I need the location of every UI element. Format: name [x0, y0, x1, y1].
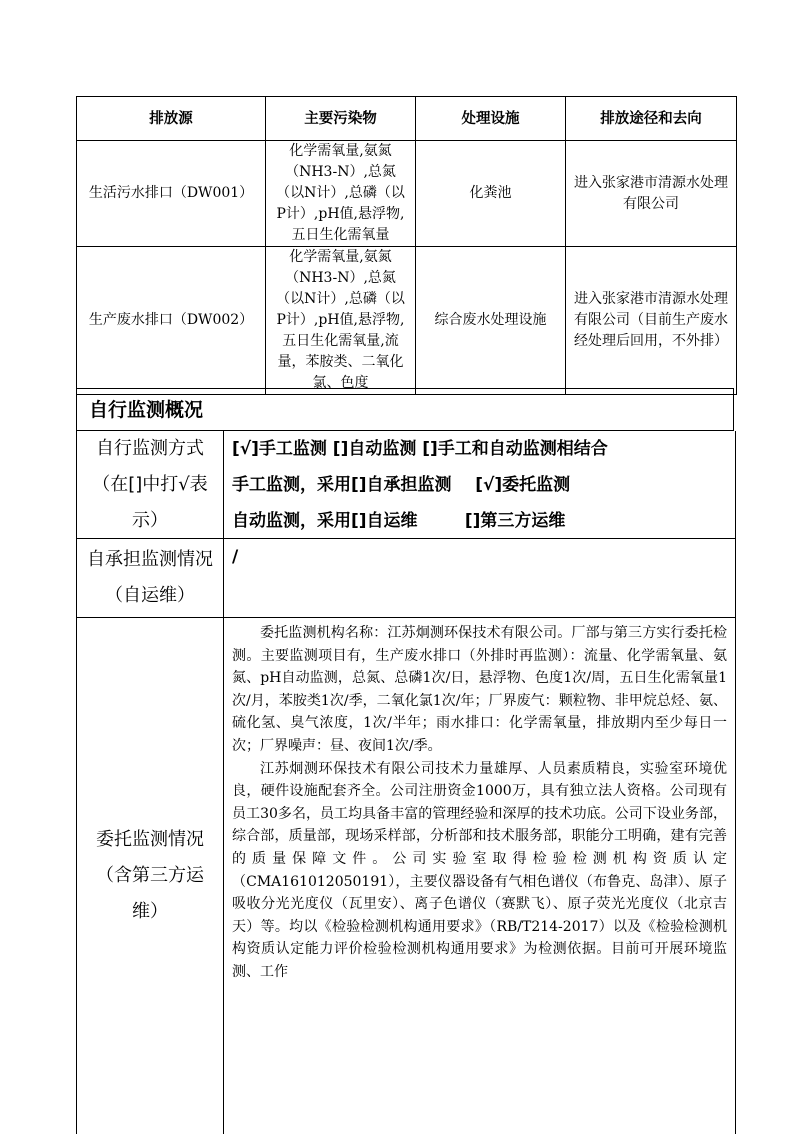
self-undertaken-row: [76, 539, 736, 618]
cell-destination: 进入张家港市清源水处理有限公司: [566, 141, 737, 247]
label-line: （在[]中打√表: [92, 473, 208, 495]
label-line: 自行监测方式: [95, 437, 204, 459]
entrusted-paragraph: 委托监测机构名称：江苏炯测环保技术有限公司。厂部与第三方实行委托检测。主要监测项目有，生产废水排口（外排时再监测）：流量、化学需氧量、氨氮、pH自动监测，总氮、总磷1次/日，悬浮物、色度1次/周，五日生化需氧量1次/月，苯胺类1次/季，二氧化氯1次/年；厂界废气：颗粒物、非甲烷总烃、氨、硫化氢、臭气浓度，1次/半年；雨水排口：化学需氧量，排放期内至少每日一次；厂界噪声：昼、夜间1次/季。: [232, 625, 727, 754]
cell-pollutants: 化学需氧量,氨氮（NH3-N）,总氮（以N计）,总磷（以P计）,pH值,悬浮物,五日生化需氧量: [266, 141, 416, 247]
entrusted-row: [76, 618, 736, 1134]
discharge-table: [76, 96, 737, 395]
entrusted-paragraph: 江苏炯测环保技术有限公司技术力量雄厚、人员素质精良，实验室环境优良，硬件设施配套齐全。公司注册资金1000万，具有独立法人资格。公司现有员工30多名，员工均具备丰富的管理经验和深厚的技术功底。公司下设业务部，综合部，质量部，现场采样部，分析部和技术服务部，职能分工明确，建有完善的质量保障文件。公司实验室取得检验检测机构资质认定（CMA161012050191），主要仪器设备有气相色谱仪（布鲁克、岛津）、原子吸收分光光度仪（瓦里安）、离子色谱仪（赛默飞）、原子荧光光度仪（北京吉天）等。均以《检验检测机构通用要求》（RB/T214-2017）以及《检验检测机构资质认定能力评价检验检测机构通用要求》为检测依据。目前可开展环境监测、工作: [232, 760, 727, 980]
header-facility: 处理设施: [416, 97, 566, 141]
self-undertaken-value: [224, 539, 735, 617]
label-line: 维）: [132, 901, 168, 922]
header-source: 排放源: [77, 97, 266, 141]
entrusted-label: [77, 618, 224, 1134]
cell-source: 生产废水排口（DW002）: [77, 247, 266, 395]
method-line-manual-auto: [√]手工监测 []自动监测 []手工和自动监测相结合: [232, 439, 608, 459]
header-pollutants: 主要污染物: [266, 97, 416, 141]
label-line: 委托监测情况: [96, 829, 204, 850]
cell-facility: 化粪池: [416, 141, 566, 247]
label-line: （含第三方运: [96, 865, 204, 886]
method-line-manual: 手工监测，采用[]自承担监测 [√]委托监测: [232, 475, 571, 495]
section-title: 自行监测概况: [76, 388, 734, 431]
cell-facility: 综合废水处理设施: [416, 247, 566, 395]
method-line-auto: 自动监测，采用[]自运维 []第三方运维: [232, 511, 566, 531]
label-line: （自运维）: [105, 585, 195, 606]
table-header-row: [77, 97, 737, 141]
monitoring-method-label: [77, 431, 224, 538]
cell-source: 生活污水排口（DW001）: [77, 141, 266, 247]
self-undertaken-text: /: [232, 547, 239, 567]
label-line: 自承担监测情况: [87, 549, 213, 570]
entrusted-value: [224, 618, 735, 1134]
header-destination: 排放途径和去向: [566, 97, 737, 141]
label-line: 示）: [131, 509, 168, 531]
self-undertaken-label: [77, 539, 224, 617]
cell-pollutants: 化学需氧量,氨氮（NH3-N）,总氮（以N计）,总磷（以P计）,pH值,悬浮物,五日生化需氧量,流量，苯胺类、二氧化氯、色度: [266, 247, 416, 395]
table-row: [77, 141, 737, 247]
table-row: [77, 247, 737, 395]
cell-destination: 进入张家港市清源水处理有限公司（目前生产废水经处理后回用，不外排）: [566, 247, 737, 395]
monitoring-method-row: [76, 431, 736, 539]
monitoring-method-value: [224, 431, 735, 538]
